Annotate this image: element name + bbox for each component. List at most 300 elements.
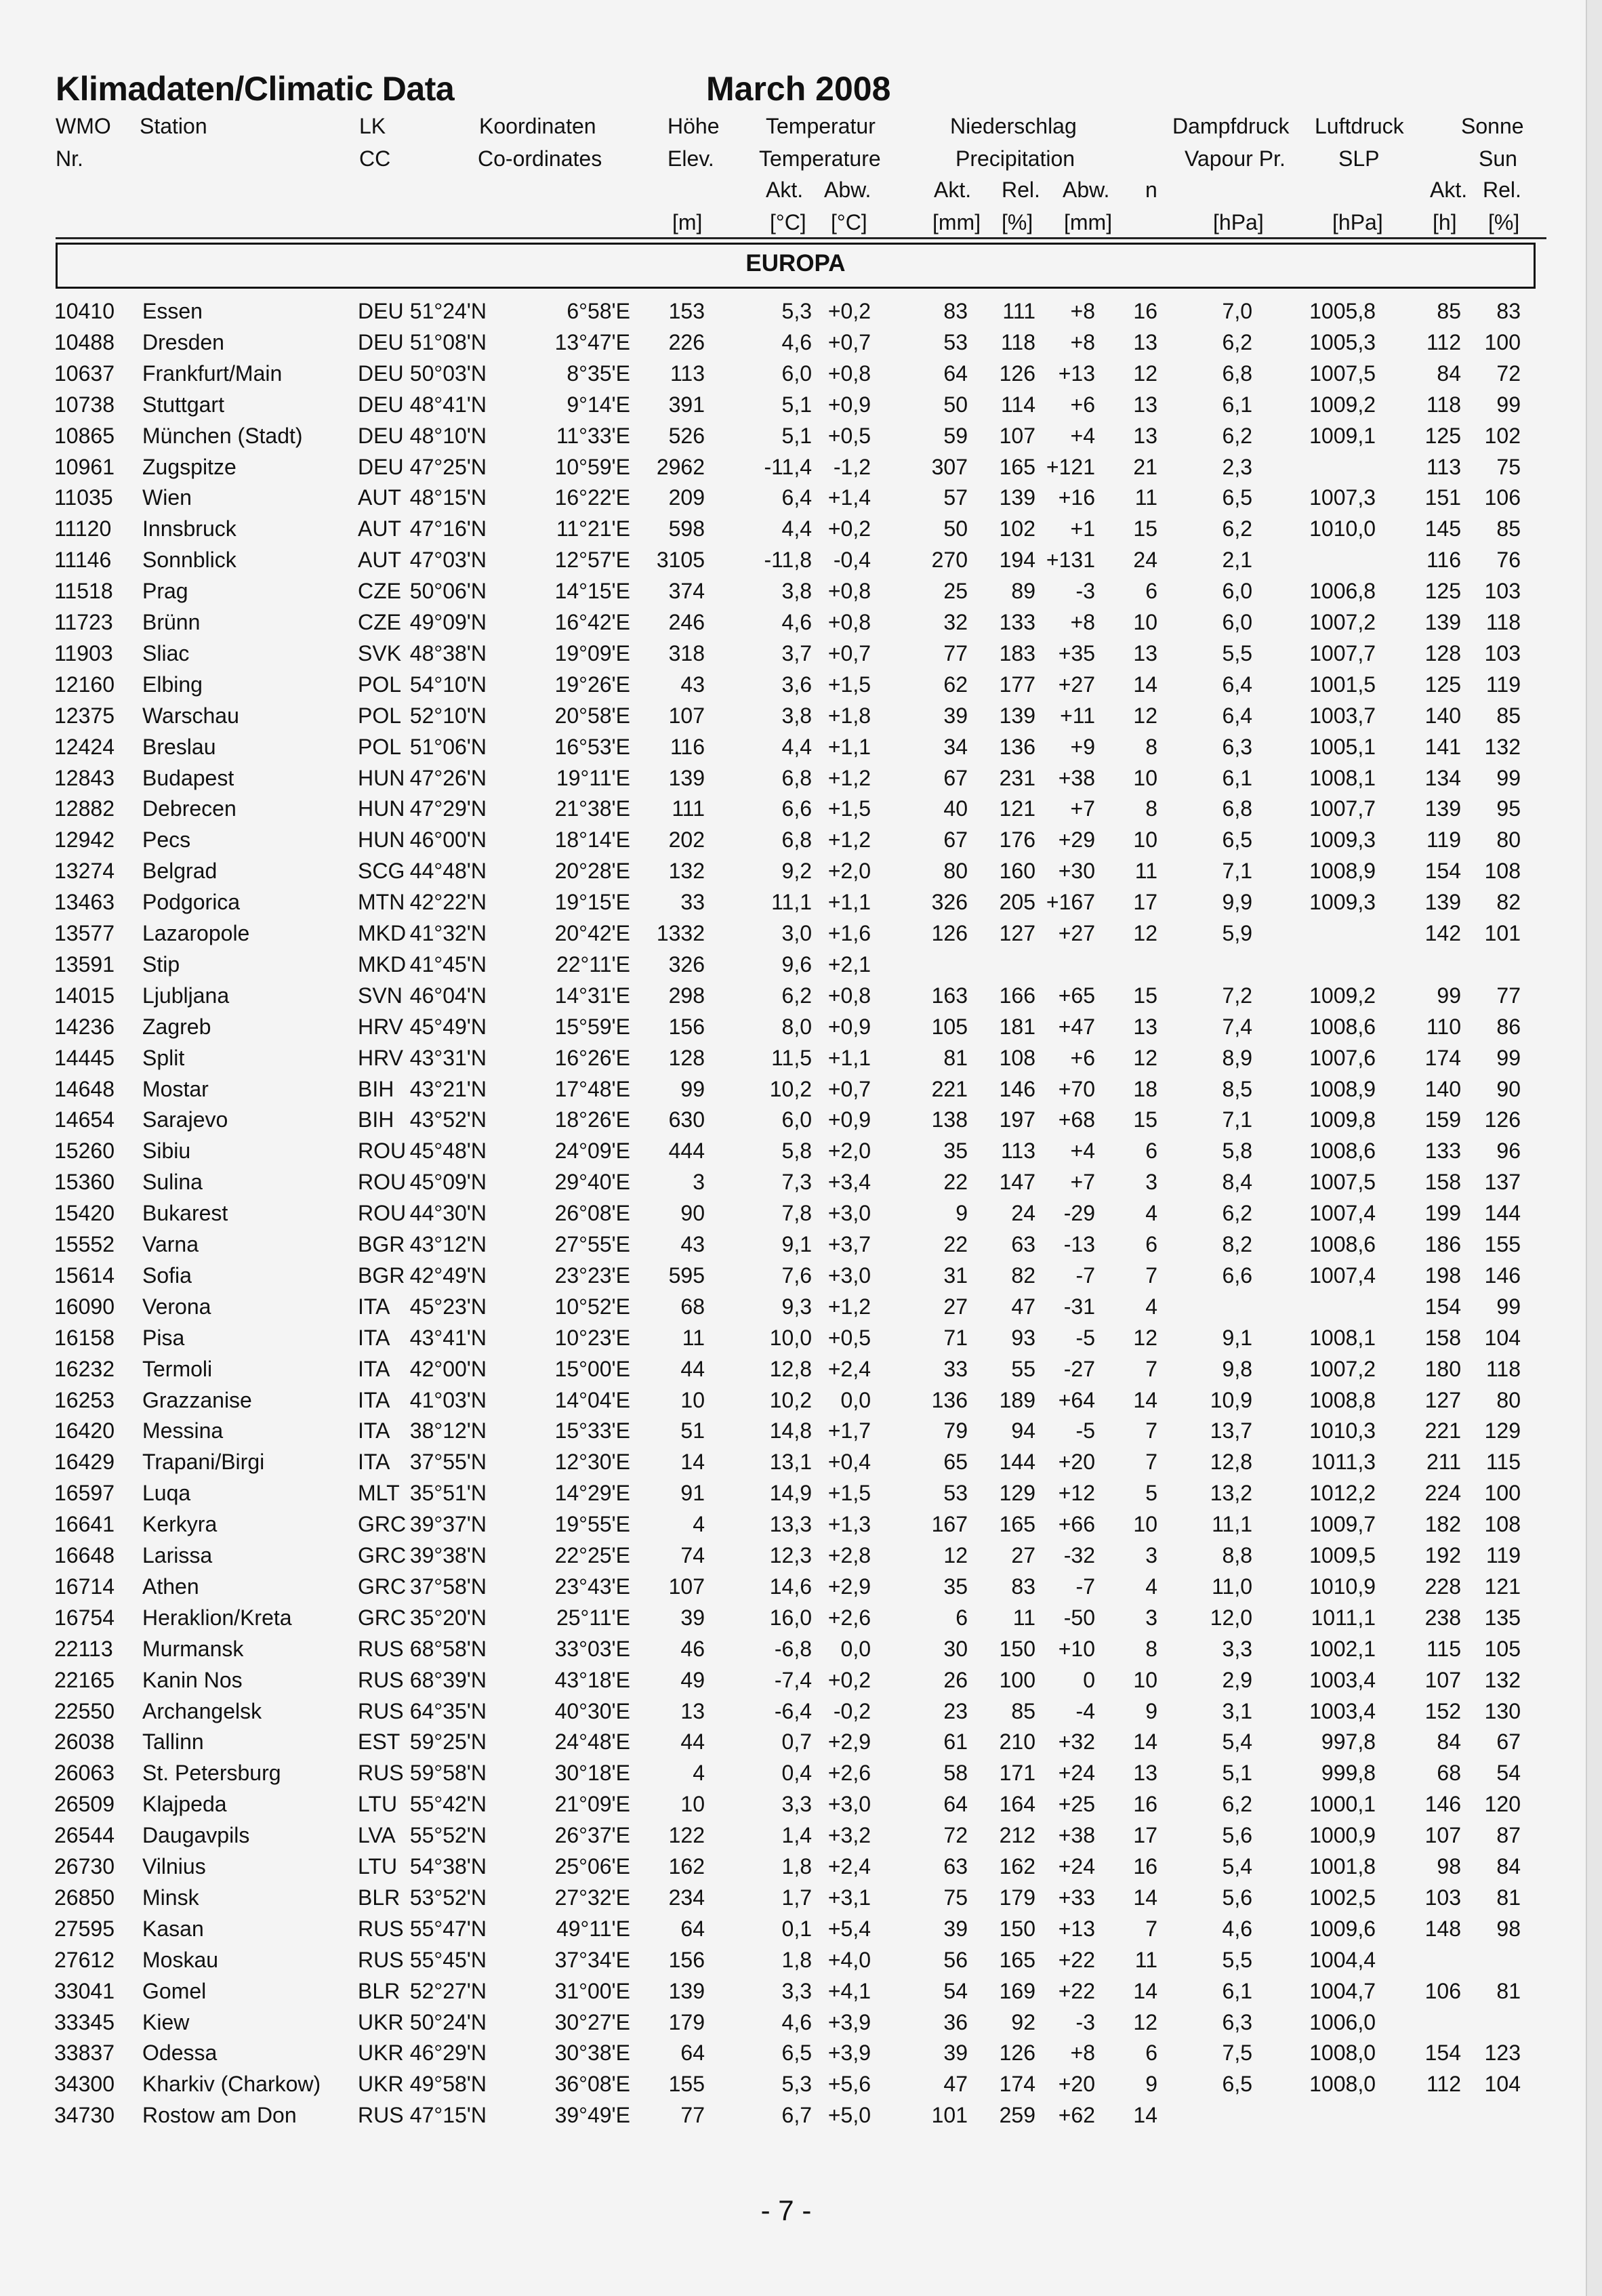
table-row — [0, 1104, 1586, 1135]
cell-elev: 4 — [693, 1761, 705, 1786]
cell-n: 15 — [1133, 983, 1157, 1008]
cell-wmo: 15552 — [54, 1232, 115, 1256]
cell-station: Debrecen — [142, 796, 237, 821]
cell-n: 12 — [1133, 361, 1157, 386]
cell-elev: 10 — [680, 1792, 705, 1817]
cell-pdev: +8 — [1070, 2041, 1095, 2066]
cell-prel: 183 — [999, 640, 1035, 665]
cell-vp: 6,6 — [1222, 1263, 1252, 1288]
cell-lat: 45°49'N — [409, 1014, 487, 1039]
cell-tdev: +0,5 — [827, 1325, 871, 1350]
cell-lon: 20°58'E — [554, 703, 630, 728]
cell-sunrel: 119 — [1485, 672, 1521, 697]
cell-vp: 9,9 — [1222, 890, 1252, 915]
cell-prel: 146 — [999, 1076, 1035, 1101]
cell-cc: DEU — [358, 329, 404, 354]
cell-tdev: +0,8 — [827, 579, 871, 604]
cell-tdev: +1,6 — [827, 921, 871, 945]
cell-sun: 110 — [1426, 1014, 1461, 1039]
cell-slp: 1005,8 — [1309, 299, 1376, 323]
cell-sun: 106 — [1424, 1978, 1461, 2003]
cell-n: 13 — [1133, 392, 1157, 417]
cell-vp: 12,0 — [1210, 1605, 1252, 1630]
cell-prel: 27 — [1011, 1543, 1035, 1567]
cell-n: 10 — [1133, 610, 1157, 634]
cell-n: 3 — [1145, 1170, 1157, 1195]
cell-prel: 102 — [999, 516, 1035, 541]
cell-vp: 7,5 — [1222, 2041, 1252, 2066]
cell-n: 7 — [1145, 1450, 1157, 1475]
cell-vp: 2,1 — [1222, 548, 1252, 573]
cell-lat: 59°58'N — [409, 1761, 487, 1786]
cell-elev: 43 — [680, 1232, 705, 1256]
table-row — [0, 1166, 1586, 1197]
cell-elev: 179 — [668, 2009, 705, 2034]
cell-slp: 1002,5 — [1309, 1885, 1376, 1910]
cell-tdev: +0,2 — [827, 299, 871, 323]
cell-elev: 10 — [680, 1387, 705, 1412]
cell-station: Athen — [142, 1574, 199, 1599]
cell-slp: 1009,5 — [1309, 1543, 1376, 1567]
table-row — [0, 980, 1586, 1011]
cell-station: Kharkiv (Charkow) — [142, 2072, 321, 2097]
table-row — [0, 389, 1586, 420]
cell-vp: 8,2 — [1222, 1232, 1252, 1256]
cell-elev: 298 — [668, 983, 705, 1008]
cell-n: 13 — [1133, 423, 1157, 448]
cell-sunrel: 108 — [1484, 859, 1521, 884]
cell-t: 13,1 — [769, 1450, 812, 1475]
cell-lat: 48°10'N — [409, 423, 487, 448]
cell-lon: 19°55'E — [554, 1512, 630, 1537]
header-label: Koordinaten — [479, 114, 596, 138]
cell-wmo: 11903 — [54, 640, 113, 665]
cell-prel: 113 — [1000, 1139, 1035, 1164]
cell-slp: 1007,4 — [1309, 1263, 1376, 1288]
cell-sunrel: 80 — [1496, 1387, 1521, 1412]
cell-p: 83 — [943, 299, 968, 323]
cell-station: Klajpeda — [142, 1792, 227, 1817]
cell-cc: SVN — [358, 983, 403, 1008]
cell-cc: RUS — [358, 1698, 404, 1723]
cell-station: Dresden — [142, 329, 224, 354]
table-row — [0, 1260, 1586, 1291]
cell-cc: HRV — [358, 1014, 403, 1039]
cell-p: 6 — [956, 1605, 968, 1630]
cell-vp: 7,1 — [1222, 859, 1252, 884]
cell-sunrel: 77 — [1496, 983, 1521, 1008]
cell-lon: 49°11'E — [556, 1916, 630, 1941]
cell-slp: 1008,9 — [1309, 1076, 1376, 1101]
cell-cc: GRC — [358, 1543, 407, 1567]
cell-vp: 6,2 — [1222, 423, 1252, 448]
cell-p: 57 — [943, 485, 968, 510]
cell-station: Innsbruck — [142, 516, 237, 541]
cell-elev: 156 — [668, 1014, 705, 1039]
cell-prel: 107 — [999, 423, 1035, 448]
cell-slp: 1006,0 — [1309, 2009, 1376, 2034]
cell-prel: 164 — [999, 1792, 1035, 1817]
cell-station: Budapest — [142, 765, 234, 790]
cell-elev: 13 — [680, 1698, 705, 1723]
cell-lat: 45°09'N — [409, 1170, 487, 1195]
cell-prel: 114 — [1000, 392, 1035, 417]
cell-vp: 6,4 — [1222, 672, 1252, 697]
cell-n: 7 — [1145, 1418, 1157, 1443]
cell-n: 9 — [1145, 1698, 1157, 1723]
cell-wmo: 16754 — [54, 1605, 115, 1630]
cell-tdev: +3,4 — [827, 1170, 871, 1195]
cell-pdev: -13 — [1063, 1232, 1095, 1256]
cell-prel: 150 — [999, 1916, 1035, 1941]
cell-n: 11 — [1134, 1947, 1157, 1972]
cell-sun: 145 — [1424, 516, 1461, 541]
cell-n: 24 — [1133, 548, 1157, 573]
table-row — [0, 1944, 1586, 1975]
cell-elev: 90 — [680, 1201, 705, 1226]
cell-wmo: 27612 — [54, 1947, 115, 1972]
table-row — [0, 1073, 1586, 1105]
cell-lat: 50°03'N — [409, 361, 487, 386]
cell-cc: ITA — [358, 1387, 390, 1412]
cell-lon: 30°18'E — [554, 1761, 630, 1786]
cell-sun: 192 — [1424, 1543, 1461, 1567]
cell-pdev: +4 — [1070, 423, 1095, 448]
cell-p: 59 — [943, 423, 968, 448]
cell-station: Termoli — [142, 1356, 213, 1381]
cell-n: 11 — [1134, 859, 1157, 884]
cell-sun: 127 — [1424, 1387, 1461, 1412]
cell-tdev: -1,2 — [833, 454, 871, 479]
cell-station: Stuttgart — [142, 392, 224, 417]
cell-elev: 44 — [680, 1729, 705, 1755]
cell-sunrel: 100 — [1484, 329, 1521, 354]
cell-cc: ITA — [358, 1294, 390, 1319]
cell-n: 13 — [1133, 1761, 1157, 1786]
cell-prel: 118 — [1000, 329, 1035, 354]
cell-tdev: +1,2 — [827, 1294, 871, 1319]
cell-t: 4,4 — [781, 516, 812, 541]
cell-wmo: 16232 — [54, 1356, 115, 1381]
cell-n: 12 — [1133, 1045, 1157, 1070]
header-label: n — [1145, 178, 1157, 202]
table-row — [0, 793, 1586, 824]
cell-wmo: 26850 — [54, 1885, 115, 1910]
cell-slp: 1009,3 — [1309, 890, 1376, 915]
cell-lon: 40°30'E — [554, 1698, 630, 1723]
cell-p: 12 — [943, 1543, 968, 1567]
cell-slp: 1009,2 — [1309, 392, 1376, 417]
cell-prel: 11 — [1012, 1605, 1035, 1630]
cell-slp: 1007,5 — [1309, 361, 1376, 386]
cell-pdev: +22 — [1058, 1978, 1095, 2003]
cell-elev: 113 — [670, 361, 705, 386]
cell-pdev: +47 — [1058, 1014, 1095, 1039]
cell-sunrel: 85 — [1496, 516, 1521, 541]
cell-lon: 26°37'E — [554, 1823, 630, 1848]
cell-pdev: -3 — [1075, 579, 1095, 604]
cell-cc: AUT — [358, 548, 401, 573]
cell-pdev: +10 — [1058, 1636, 1095, 1661]
cell-pdev: +11 — [1060, 703, 1095, 728]
cell-pdev: -50 — [1063, 1605, 1095, 1630]
cell-vp: 5,4 — [1222, 1729, 1252, 1755]
cell-wmo: 16714 — [54, 1574, 115, 1599]
cell-tdev: 0,0 — [840, 1387, 871, 1412]
cell-lat: 51°24'N — [409, 299, 487, 323]
cell-p: 136 — [931, 1387, 968, 1412]
cell-pdev: +33 — [1058, 1885, 1095, 1910]
cell-t: 5,3 — [781, 299, 812, 323]
cell-pdev: +7 — [1070, 796, 1095, 821]
cell-pdev: +167 — [1046, 890, 1095, 915]
header-label: [°C] — [770, 210, 806, 234]
cell-sunrel: 81 — [1496, 1885, 1521, 1910]
cell-cc: POL — [358, 672, 402, 697]
cell-sunrel: 104 — [1484, 1325, 1521, 1350]
cell-lat: 49°09'N — [409, 610, 487, 634]
cell-lon: 33°03'E — [554, 1636, 630, 1661]
cell-lon: 14°29'E — [554, 1481, 630, 1506]
header-label: [°C] — [831, 210, 867, 234]
cell-wmo: 15360 — [54, 1170, 115, 1195]
cell-pdev: +22 — [1058, 1947, 1095, 1972]
cell-sunrel: 101 — [1484, 921, 1521, 945]
cell-vp: 6,8 — [1222, 796, 1252, 821]
cell-n: 9 — [1145, 2072, 1157, 2097]
table-row — [0, 607, 1586, 638]
cell-wmo: 14445 — [54, 1045, 115, 1070]
header-rule — [56, 237, 1546, 239]
cell-station: Zagreb — [142, 1014, 211, 1039]
header-label: Rel. — [1002, 178, 1040, 202]
cell-lat: 54°10'N — [409, 672, 487, 697]
cell-prel: 171 — [999, 1761, 1035, 1786]
cell-station: Minsk — [142, 1885, 199, 1910]
table-row — [0, 575, 1586, 607]
cell-sunrel: 99 — [1496, 392, 1521, 417]
cell-pdev: +65 — [1058, 983, 1095, 1008]
region-box — [56, 243, 1536, 289]
table-row — [0, 2007, 1586, 2038]
table-row — [0, 1726, 1586, 1757]
cell-sun: 115 — [1426, 1636, 1461, 1661]
cell-prel: 47 — [1011, 1294, 1035, 1319]
cell-tdev: +1,1 — [827, 734, 871, 759]
cell-elev: 49 — [680, 1667, 705, 1692]
cell-sunrel: 99 — [1496, 1294, 1521, 1319]
page-month: March 2008 — [706, 70, 891, 108]
header-label: Station — [140, 114, 207, 138]
cell-prel: 231 — [999, 765, 1035, 790]
cell-sun: 139 — [1424, 890, 1461, 915]
header-label: [h] — [1433, 210, 1457, 234]
cell-sun: 84 — [1437, 361, 1461, 386]
cell-pdev: -5 — [1075, 1325, 1095, 1350]
cell-elev: 630 — [668, 1107, 705, 1132]
cell-sunrel: 84 — [1496, 1854, 1521, 1879]
cell-lat: 59°25'N — [409, 1729, 487, 1755]
table-row — [0, 2068, 1586, 2099]
cell-wmo: 27595 — [54, 1916, 115, 1941]
cell-vp: 6,2 — [1222, 1792, 1252, 1817]
cell-lat: 68°58'N — [409, 1636, 487, 1661]
cell-sun: 116 — [1426, 548, 1461, 573]
cell-elev: 46 — [680, 1636, 705, 1661]
cell-sun: 68 — [1437, 1761, 1461, 1786]
cell-lat: 48°38'N — [409, 640, 487, 665]
cell-n: 7 — [1145, 1263, 1157, 1288]
cell-elev: 39 — [680, 1605, 705, 1630]
cell-sun: 141 — [1424, 734, 1461, 759]
cell-t: 10,2 — [769, 1076, 812, 1101]
cell-tdev: +2,9 — [827, 1574, 871, 1599]
cell-wmo: 22113 — [54, 1636, 113, 1661]
cell-p: 39 — [943, 1916, 968, 1941]
cell-pdev: -29 — [1063, 1201, 1095, 1226]
cell-lat: 46°00'N — [409, 827, 487, 853]
header-label: WMO — [56, 114, 111, 138]
cell-prel: 176 — [999, 827, 1035, 853]
cell-pdev: 0 — [1083, 1667, 1095, 1692]
table-row — [0, 295, 1586, 327]
cell-elev: 74 — [680, 1543, 705, 1567]
cell-t: 9,2 — [781, 859, 812, 884]
cell-slp: 1003,7 — [1309, 703, 1376, 728]
cell-station: St. Petersburg — [142, 1761, 281, 1786]
cell-cc: ITA — [358, 1356, 390, 1381]
cell-lon: 15°00'E — [554, 1356, 630, 1381]
cell-station: Sarajevo — [142, 1107, 228, 1132]
cell-prel: 210 — [999, 1729, 1035, 1755]
cell-sun: 99 — [1437, 983, 1461, 1008]
cell-sunrel: 115 — [1485, 1450, 1521, 1475]
cell-vp: 6,5 — [1222, 827, 1252, 853]
cell-lat: 35°51'N — [409, 1481, 487, 1506]
cell-vp: 9,1 — [1222, 1325, 1252, 1350]
header-label: [m] — [672, 210, 703, 234]
cell-elev: 99 — [680, 1076, 705, 1101]
cell-lon: 11°33'E — [556, 423, 630, 448]
cell-prel: 108 — [999, 1045, 1035, 1070]
cell-lat: 50°24'N — [409, 2009, 487, 2034]
cell-prel: 212 — [999, 1823, 1035, 1848]
cell-lat: 48°15'N — [409, 485, 487, 510]
cell-lat: 55°47'N — [409, 1916, 487, 1941]
cell-prel: 55 — [1011, 1356, 1035, 1381]
cell-p: 221 — [931, 1076, 968, 1101]
cell-slp: 1000,9 — [1309, 1823, 1376, 1848]
cell-wmo: 13591 — [54, 951, 115, 977]
cell-sunrel: 108 — [1484, 1512, 1521, 1537]
cell-prel: 194 — [999, 548, 1035, 573]
cell-cc: HUN — [358, 827, 405, 853]
cell-n: 8 — [1145, 796, 1157, 821]
cell-sunrel: 106 — [1484, 485, 1521, 510]
cell-p: 63 — [943, 1854, 968, 1879]
cell-p: 22 — [943, 1232, 968, 1256]
cell-elev: 318 — [668, 640, 705, 665]
cell-cc: BGR — [358, 1232, 405, 1256]
cell-lon: 13°47'E — [554, 329, 630, 354]
cell-lat: 42°00'N — [409, 1356, 487, 1381]
cell-sun: 112 — [1426, 329, 1461, 354]
cell-sun: 199 — [1424, 1201, 1461, 1226]
cell-lat: 47°16'N — [409, 516, 487, 541]
cell-station: Ljubljana — [142, 983, 230, 1008]
cell-station: Pecs — [142, 827, 191, 853]
cell-station: Zugspitze — [142, 454, 237, 479]
cell-prel: 24 — [1011, 1201, 1035, 1226]
cell-station: Kiew — [142, 2009, 190, 2034]
cell-pdev: +27 — [1058, 921, 1095, 945]
cell-sunrel: 126 — [1484, 1107, 1521, 1132]
cell-sunrel: 105 — [1484, 1636, 1521, 1661]
cell-station: Kasan — [142, 1916, 204, 1941]
cell-prel: 147 — [999, 1170, 1035, 1195]
cell-lat: 47°03'N — [409, 548, 487, 573]
cell-t: 7,6 — [781, 1263, 812, 1288]
cell-station: Kerkyra — [142, 1512, 218, 1537]
cell-wmo: 16420 — [54, 1418, 115, 1443]
cell-station: Murmansk — [142, 1636, 244, 1661]
cell-p: 81 — [943, 1045, 968, 1070]
cell-cc: HUN — [358, 765, 405, 790]
cell-cc: UKR — [358, 2041, 404, 2066]
table-row — [0, 1820, 1586, 1851]
cell-station: Daugavpils — [142, 1823, 250, 1848]
cell-lon: 19°09'E — [554, 640, 630, 665]
cell-vp: 5,5 — [1222, 640, 1252, 665]
cell-lon: 11°21'E — [556, 516, 630, 541]
cell-n: 21 — [1133, 454, 1157, 479]
header-label: Co-ordinates — [478, 146, 602, 171]
cell-station: Stip — [142, 951, 180, 977]
cell-pdev: +70 — [1058, 1076, 1095, 1101]
cell-prel: 181 — [999, 1014, 1035, 1039]
cell-cc: POL — [358, 703, 402, 728]
cell-sun: 125 — [1424, 579, 1461, 604]
cell-t: 0,1 — [781, 1916, 812, 1941]
cell-vp: 10,9 — [1210, 1387, 1252, 1412]
cell-sunrel: 87 — [1496, 1823, 1521, 1848]
cell-lat: 41°03'N — [409, 1387, 487, 1412]
cell-pdev: +7 — [1070, 1170, 1095, 1195]
cell-vp: 4,6 — [1222, 1916, 1252, 1941]
cell-cc: AUT — [358, 485, 401, 510]
cell-t: 9,6 — [781, 951, 812, 977]
header-label: Abw. — [1063, 178, 1110, 202]
header-label: Abw. — [824, 178, 871, 202]
page-number: - 7 - — [760, 2194, 812, 2226]
cell-sun: 107 — [1424, 1667, 1461, 1692]
table-row — [0, 1353, 1586, 1385]
cell-prel: 160 — [999, 859, 1035, 884]
cell-cc: UKR — [358, 2009, 404, 2034]
cell-tdev: +0,5 — [827, 423, 871, 448]
cell-elev: 202 — [668, 827, 705, 853]
cell-t: 10,0 — [769, 1325, 812, 1350]
cell-slp: 1008,9 — [1309, 859, 1376, 884]
cell-prel: 129 — [999, 1481, 1035, 1506]
cell-sun: 142 — [1424, 921, 1461, 945]
cell-cc: CZE — [358, 610, 401, 634]
cell-elev: 226 — [668, 329, 705, 354]
cell-station: Kanin Nos — [142, 1667, 243, 1692]
cell-lon: 27°55'E — [554, 1232, 630, 1256]
cell-slp: 1005,1 — [1309, 734, 1376, 759]
cell-t: 3,0 — [781, 921, 812, 945]
